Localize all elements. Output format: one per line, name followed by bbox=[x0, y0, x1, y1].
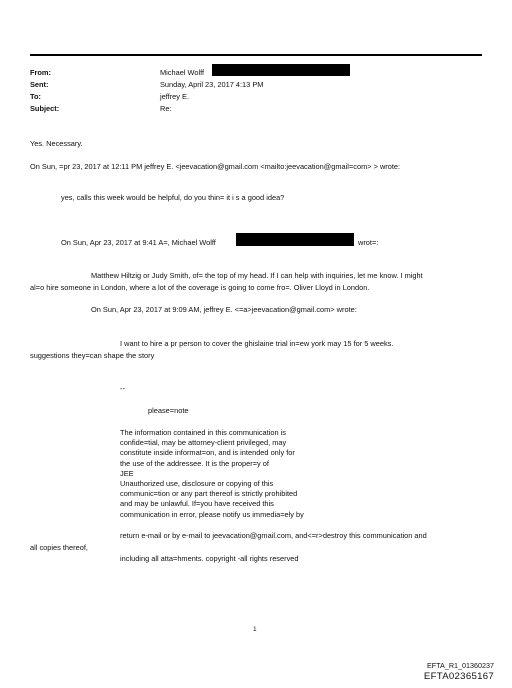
quote3-line1: I want to hire a pr person to cover the ghislaine trial in=ew york may 15 for 5 weeks. bbox=[120, 339, 394, 348]
redaction-box bbox=[236, 233, 354, 246]
subject-label: Subject: bbox=[30, 104, 60, 113]
all-copies-text: all copies thereof, bbox=[30, 543, 88, 552]
from-value: Michael Wolff bbox=[160, 68, 205, 77]
disclaimer-line: Unauthorized use, disclosure or copying of this bbox=[120, 478, 274, 488]
quote2-line1: Matthew Hiltzig or Judy Smith, of= the top of my head. If I can help with inquiries, let me know. I might bbox=[91, 271, 423, 280]
page-number: 1 bbox=[253, 626, 257, 633]
quote1-text: yes, calls this week would be helpful, do you thin= it i s a good idea? bbox=[61, 193, 285, 202]
disclaimer-line: and may be unlawful. If=you have received this bbox=[120, 499, 274, 509]
sent-label: Sent: bbox=[30, 80, 49, 89]
disclaimer-line: communic=tion or any part thereof is strictly prohibited bbox=[120, 489, 298, 499]
bates-number-large: EFTA02365167 bbox=[423, 671, 494, 682]
disclaimer-line: communication in error, please notify us immedia=ely by bbox=[120, 509, 304, 519]
disclaimer-line: JEE bbox=[120, 468, 134, 478]
to-value: jeffrey E. bbox=[160, 92, 190, 101]
disclaimer-line: The information contained in this communication is bbox=[120, 428, 286, 437]
disclaimer-line: the use of the addressee. It is the proper=y of bbox=[120, 458, 269, 468]
header-rule bbox=[30, 54, 482, 56]
bates-number-small: EFTA_R1_01360237 bbox=[427, 661, 494, 670]
sent-value: Sunday, April 23, 2017 4:13 PM bbox=[160, 80, 264, 89]
quote2-line2: al=o hire someone in London, where a lot of the coverage is going to come fro=. Oliver Lloyd in London. bbox=[30, 283, 370, 292]
please-note: please=note bbox=[148, 406, 189, 415]
disclaimer-line: confide=tial, may be attorney-client privileged, may bbox=[120, 438, 287, 448]
quote2-header-prefix: On Sun, Apr 23, 2017 at 9:41 A=, Michael Wolff bbox=[61, 238, 216, 247]
disclaimer-block bbox=[120, 428, 304, 520]
from-label: From: bbox=[30, 68, 51, 77]
disclaimer-last-line: return e-mail or by e-mail to jeevacation@gmail.com, and<=r>destroy this communication and bbox=[120, 531, 427, 540]
to-label: To: bbox=[30, 92, 41, 101]
reply-text: Yes. Necessary. bbox=[30, 139, 83, 148]
quote3-line2: suggestions they=can shape the story bbox=[30, 351, 155, 360]
disclaimer-line: constitute inside informat=on, and is intended only for bbox=[120, 448, 295, 458]
quote2-header-suffix: wrot=: bbox=[358, 238, 379, 247]
redaction-box bbox=[212, 64, 350, 76]
quote1-header: On Sun, =pr 23, 2017 at 12:11 PM jeffrey E. <jeevacation@gmail.com <mailto:jeevacation@gmail=com> > wrote: bbox=[30, 162, 401, 171]
including-text: including all atta=hments. copyright -all rights reserved bbox=[120, 554, 299, 563]
separator: -- bbox=[120, 384, 125, 393]
quote3-header: On Sun, Apr 23, 2017 at 9:09 AM, jeffrey E. <=a>jeevacation@gmail.com> wrote: bbox=[91, 305, 357, 314]
subject-value: Re: bbox=[160, 104, 172, 113]
